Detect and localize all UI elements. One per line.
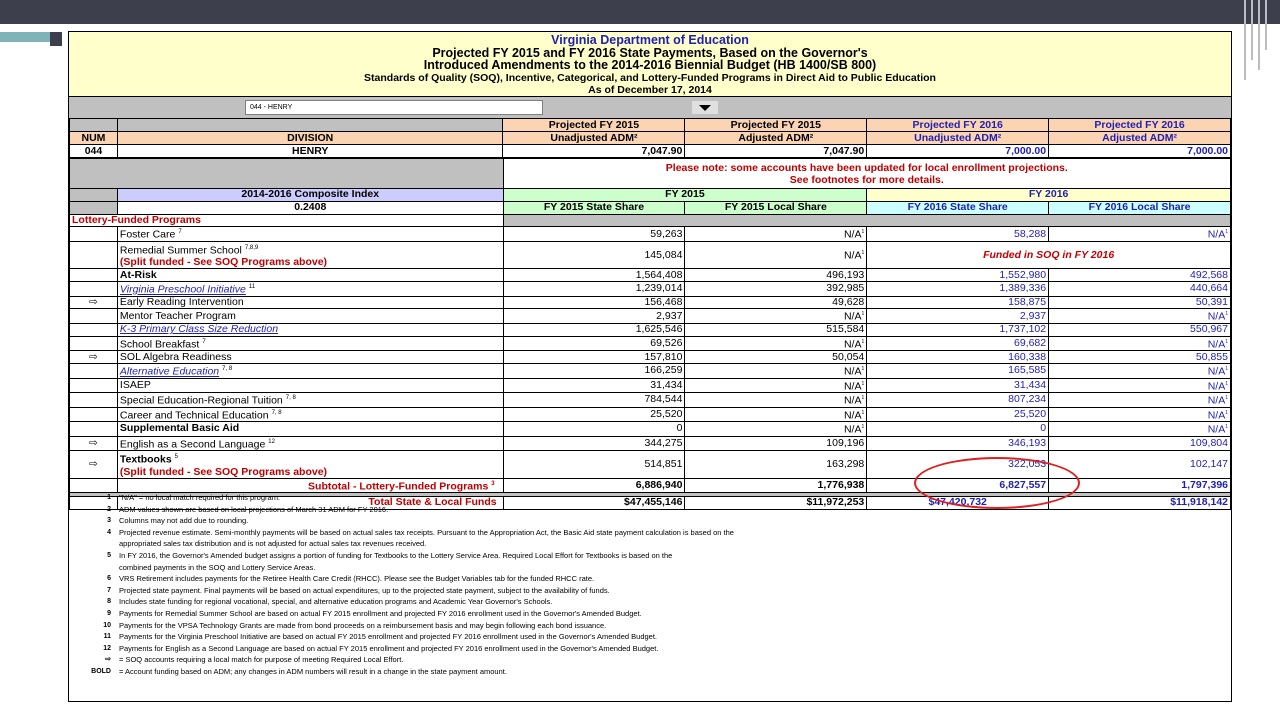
- fy15-local-value: 109,196: [826, 436, 865, 449]
- program-name: [117, 336, 503, 351]
- arrow-icon: ⇨: [70, 451, 118, 479]
- report-subtitle-3: Standards of Quality (SOQ), Incentive, Categorical, and Lottery-Funded Programs in Direct Aid to Public Education: [364, 71, 936, 84]
- program-label: Early Reading Intervention: [119, 296, 244, 309]
- fy15-local-value: 496,193: [826, 268, 865, 281]
- footnote-row: [69, 620, 1231, 632]
- footnote-sup: 11: [248, 284, 256, 291]
- footnote-text: Projected state payment. Final payments will be based on actual expenditures, up to the projected state payment, subject to the availability of funds.: [119, 585, 610, 595]
- fy16-state: 1,737,102: [867, 323, 1049, 336]
- footnote-sup: 12: [268, 438, 275, 445]
- footnote-row: [69, 573, 1231, 585]
- program-label: Mentor Teacher Program: [119, 309, 236, 322]
- program-label: Textbooks: [119, 453, 172, 466]
- col-fy16-state: FY 2016 State Share: [867, 201, 1049, 214]
- program-name: [117, 436, 503, 451]
- fy16-state: 346,193: [867, 436, 1049, 451]
- program-label: Career and Technical Education: [119, 409, 269, 422]
- footnote-sup: 1: [861, 424, 865, 431]
- footnote-number: BOLD: [91, 667, 111, 675]
- fy15-state: 69,526: [503, 336, 685, 351]
- fy15-state: 156,468: [503, 296, 685, 309]
- program-name: [117, 309, 503, 324]
- program-row: [70, 378, 1231, 393]
- footnote-text: In FY 2016, the Governor's Amended budget assigns a portion of funding for Textbooks to the Lottery Service Area. Required Local Effort for Textbooks is based on the: [119, 550, 673, 560]
- fy16-local-value: N/A: [1207, 423, 1226, 436]
- subtotal-fy16-local: 1,797,396: [1049, 478, 1231, 493]
- program-name: [117, 407, 503, 422]
- col-fy16-local: FY 2016 Local Share: [1049, 201, 1231, 214]
- fy16-state: 807,234: [867, 393, 1049, 408]
- fy15-state: 784,544: [503, 393, 685, 408]
- footnote-sup: 1: [861, 366, 865, 373]
- report-subtitle-1: Projected FY 2015 and FY 2016 State Payments, Based on the Governor's: [432, 45, 868, 60]
- fy16-state: 322,053: [867, 451, 1049, 479]
- program-name: [117, 351, 503, 364]
- footnote-sup: 7: [178, 229, 182, 236]
- arrow-icon: [70, 336, 118, 351]
- fy16-local-value: 102,147: [1190, 457, 1228, 470]
- footnote-row: [69, 608, 1231, 620]
- program-row: [70, 323, 1231, 336]
- fy16-local: [1049, 351, 1231, 364]
- footnote-sup: 1: [1225, 366, 1228, 373]
- fy16-local-value: 50,391: [1195, 296, 1228, 309]
- subtotal-text: Subtotal - Lottery-Funded Programs: [308, 480, 489, 493]
- blank-cell: [70, 189, 118, 202]
- program-row: [70, 351, 1231, 364]
- fy16-local-value: N/A: [1207, 365, 1226, 378]
- arrow-icon: [70, 407, 118, 422]
- fy15-local-value: N/A: [843, 249, 862, 262]
- fy15-local: [685, 296, 867, 309]
- footnote-number: 7: [107, 586, 111, 594]
- fy15-local-value: N/A: [843, 228, 862, 241]
- fy16-local-value: N/A: [1207, 409, 1226, 422]
- footnote-sup: 5: [174, 454, 178, 461]
- fy16-state: 160,338: [867, 351, 1049, 364]
- col-fy15-local: FY 2015 Local Share: [685, 201, 867, 214]
- footnote-number: 8: [107, 598, 111, 606]
- footnote-text: Payments for the VPSA Technology Grants are made from bond proceeds on a reimbursement basis and may begin following each bond issuance.: [119, 620, 607, 630]
- arrow-icon: [70, 323, 118, 336]
- program-name: [117, 269, 503, 282]
- footnote-row: [69, 585, 1231, 597]
- arrow-icon: [70, 241, 118, 269]
- fy15-local-value: N/A: [843, 338, 862, 351]
- division-dropdown[interactable]: [245, 100, 543, 115]
- report-title: Virginia Department of Education: [551, 33, 749, 47]
- arrow-icon: [70, 282, 118, 297]
- program-name: [117, 364, 503, 379]
- fy16-state: 1,552,980: [867, 269, 1049, 282]
- arrow-icon: [70, 309, 118, 324]
- fy16-state: 25,520: [867, 407, 1049, 422]
- fy16-local: [1049, 364, 1231, 379]
- program-name: [117, 241, 503, 269]
- footnote-sup: 1: [1225, 380, 1228, 387]
- note-line-2: See footnotes for more details.: [789, 173, 944, 186]
- fy15-state: 344,275: [503, 436, 685, 451]
- footnote-text: combined payments in the SOQ and Lottery Service Areas.: [119, 562, 316, 572]
- fy16-local: [1049, 378, 1231, 393]
- highlight-circle: [914, 457, 1080, 509]
- footnote-sup: 1: [861, 409, 865, 416]
- fy16-local: [1049, 436, 1231, 451]
- fy15-local-value: 49,628: [832, 296, 865, 309]
- fy15-local: [685, 282, 867, 297]
- division-name: HENRY: [117, 145, 503, 158]
- fy16-local-value: 109,804: [1190, 436, 1228, 449]
- footnote-sup: 1: [861, 338, 865, 345]
- merged-note: Funded in SOQ in FY 2016: [867, 241, 1231, 269]
- fy16-local-value: 440,664: [1190, 282, 1228, 295]
- composite-index-label: 2014-2016 Composite Index: [117, 189, 503, 202]
- program-link[interactable]: Virginia Preschool Initiative: [119, 283, 246, 296]
- col-p15u-sub: Unadjusted ADM²: [503, 132, 685, 145]
- fy16-local-value: N/A: [1207, 310, 1226, 323]
- fy16-local: [1049, 296, 1231, 309]
- blank-cell: [117, 119, 503, 132]
- fy16-state: 58,288: [867, 227, 1049, 242]
- footnote-text: Includes state funding for regional vocational, special, and alternative education programs and Academic Year Governor's Schools.: [119, 597, 553, 607]
- fy15-local: [685, 351, 867, 364]
- footnote-sup: 1: [861, 229, 865, 236]
- footnote-text: "N/A" = no local match required for this program.: [119, 493, 281, 502]
- slide-accent-block: [50, 32, 62, 46]
- fy15-local: [685, 407, 867, 422]
- col-division: DIVISION: [117, 132, 503, 145]
- fy15-state: 59,263: [503, 227, 685, 242]
- fy15-local-value: 50,054: [832, 350, 865, 363]
- footnote-row: [69, 504, 1231, 516]
- fy15-local: [685, 323, 867, 336]
- fy15-state: 2,937: [503, 309, 685, 324]
- fy15-local: [685, 309, 867, 324]
- footnote-sup: 1: [861, 250, 865, 257]
- slide-accent-bar: [0, 32, 50, 42]
- split-note: (Split funded - See SOQ Programs above): [119, 465, 328, 478]
- col-p15a-sub: Adjusted ADM²: [685, 132, 867, 145]
- blank-cell: [70, 159, 504, 189]
- fy16-local: [1049, 282, 1231, 297]
- footnote-text: Payments for Remedial Summer School are based on actual FY 2015 enrollment and projected FY 2016 enrollment used in the Governor's Amended Budget.: [119, 608, 642, 618]
- enrollment-note: [503, 159, 1230, 189]
- fy15-local: [685, 364, 867, 379]
- total-fy15-local: $11,972,253: [685, 497, 867, 510]
- program-name: [117, 323, 503, 336]
- fy15-local-value: N/A: [843, 380, 862, 393]
- col-p15u: Projected FY 2015: [503, 119, 685, 132]
- program-row: [70, 436, 1231, 451]
- fy15-state: 1,625,546: [503, 323, 685, 336]
- fy15-state: 514,851: [503, 451, 685, 479]
- program-row: [70, 296, 1231, 309]
- program-name: [117, 422, 503, 437]
- footnote-text: Payments for English as a Second Language are based on actual FY 2015 enrollment and projected FY 2016 enrollment used in the Governor's Amended Budget.: [119, 643, 659, 653]
- program-label: Remedial Summer School: [119, 244, 242, 257]
- fy15-state: 1,564,408: [503, 269, 685, 282]
- footnote-row: [69, 596, 1231, 608]
- footnote-number: 5: [107, 551, 111, 559]
- footnote-number: 12: [103, 644, 111, 652]
- program-link[interactable]: Alternative Education: [119, 365, 220, 378]
- col-num: NUM: [70, 132, 118, 145]
- program-name: [117, 451, 503, 479]
- fy16-state: 165,585: [867, 364, 1049, 379]
- program-name: [117, 282, 503, 297]
- footnote-number: 9: [107, 609, 111, 617]
- adm-value: 7,047.90: [503, 145, 685, 158]
- footnote-text: = SOQ accounts requiring a local match for purpose of meeting Required Local Effort.: [119, 655, 404, 665]
- footnote-row: [69, 538, 1231, 550]
- total-fy16-state: $47,420,732: [867, 497, 1049, 510]
- program-label: English as a Second Language: [119, 438, 266, 451]
- fy16-local-value: 50,855: [1195, 350, 1228, 363]
- program-label: ISAEP: [119, 378, 151, 391]
- footnote-text: ADM values shown are based on local projections of March 31 ADM for FY 2016.: [119, 504, 389, 514]
- footnote-sup: 7, 8: [285, 395, 296, 402]
- program-row: [70, 241, 1231, 269]
- footnote-text: Payments for the Virginia Preschool Initiative are based on actual FY 2015 enrollment and projected FY 2016 enrollment used in the Governor's Amended Budget.: [119, 632, 658, 642]
- program-link[interactable]: K-3 Primary Class Size Reduction: [119, 323, 279, 336]
- arrow-icon: ⇨: [70, 296, 118, 309]
- fy15-local-value: N/A: [843, 423, 862, 436]
- program-name: [117, 378, 503, 393]
- division-table: [69, 118, 1231, 158]
- slide-decorative-lines: [1244, 0, 1272, 80]
- program-name: [117, 227, 503, 242]
- footnote-sup: 1: [861, 395, 865, 402]
- fy15-local: [685, 422, 867, 437]
- footnote-row: [69, 550, 1231, 562]
- fy16-local: [1049, 323, 1231, 336]
- col-fy15-state: FY 2015 State Share: [503, 201, 685, 214]
- fy16-local: [1049, 336, 1231, 351]
- footnote-sup: 7,8,9: [244, 244, 259, 251]
- fy2015-header: FY 2015: [503, 189, 867, 202]
- arrow-icon: [70, 378, 118, 393]
- subtotal-fy15-local: 1,776,938: [685, 478, 867, 493]
- blank-cell: [503, 214, 1230, 227]
- fy15-local: [685, 436, 867, 451]
- fy15-local-value: 392,985: [826, 282, 865, 295]
- arrow-icon: [70, 393, 118, 408]
- subtotal-fy16-state: 6,827,557: [867, 478, 1049, 493]
- program-row: [70, 393, 1231, 408]
- subtotal-fy15-state: 6,886,940: [503, 478, 685, 493]
- fy16-local: [1049, 393, 1231, 408]
- lottery-programs-table: [69, 158, 1231, 510]
- footnote-sup: 1: [861, 380, 865, 387]
- adm-value: 7,000.00: [867, 145, 1049, 158]
- footnote-sup: 7, 8: [271, 409, 282, 416]
- program-label: Foster Care: [119, 228, 176, 241]
- footnote-text: VRS Retirement includes payments for the Retiree Health Care Credit (RHCC). Please see the Budget Variables tab for the funded RHCC rate.: [119, 574, 595, 584]
- footnote-row: [69, 515, 1231, 527]
- footnote-number: 1: [107, 494, 111, 501]
- fy15-local: [685, 393, 867, 408]
- footnote-number: 10: [103, 621, 111, 629]
- total-fy16-local: $11,918,142: [1049, 497, 1231, 510]
- program-name: [117, 393, 503, 408]
- fy15-local-value: N/A: [843, 310, 862, 323]
- fy15-local: [685, 227, 867, 242]
- fy16-local-value: N/A: [1207, 394, 1226, 407]
- arrow-icon: [70, 269, 118, 282]
- program-row: [70, 407, 1231, 422]
- col-p16a-sub: Adjusted ADM²: [1049, 132, 1231, 145]
- fy15-local: [685, 336, 867, 351]
- fy2016-header: FY 2016: [867, 189, 1231, 202]
- program-label: At-Risk: [119, 268, 157, 281]
- footnote-sup: 1: [1225, 338, 1228, 345]
- footnote-sup: 1: [1225, 424, 1228, 431]
- program-label: Supplemental Basic Aid: [119, 422, 240, 435]
- blank-cell: [70, 201, 118, 214]
- program-rows: [70, 227, 1231, 478]
- footnote-number: 3: [107, 517, 111, 525]
- fy15-local-value: N/A: [843, 394, 862, 407]
- footnote-row: [69, 654, 1231, 666]
- subtotal-label: [117, 478, 503, 493]
- fy15-local-value: 163,298: [826, 457, 865, 470]
- fy16-state: 158,875: [867, 296, 1049, 309]
- fy16-local: [1049, 227, 1231, 242]
- program-row: [70, 309, 1231, 324]
- fy15-state: 1,239,014: [503, 282, 685, 297]
- fy16-state: 31,434: [867, 378, 1049, 393]
- col-p16a: Projected FY 2016: [1049, 119, 1231, 132]
- section-title: Lottery-Funded Programs: [70, 214, 504, 227]
- total-label: Total State & Local Funds: [117, 497, 503, 510]
- split-note: (Split funded - See SOQ Programs above): [119, 256, 328, 269]
- footnote-number: 4: [107, 528, 111, 536]
- fy15-state: 157,810: [503, 351, 685, 364]
- arrow-icon: [70, 422, 118, 437]
- fy16-local: [1049, 422, 1231, 437]
- col-p16u-sub: Unadjusted ADM²: [867, 132, 1049, 145]
- col-p16u: Projected FY 2016: [867, 119, 1049, 132]
- adm-value: 7,047.90: [685, 145, 867, 158]
- fy16-local-value: 550,967: [1190, 323, 1228, 336]
- program-label: School Breakfast: [119, 338, 200, 351]
- footnote-sup: 1: [1225, 229, 1228, 236]
- footnote-number: ⇨: [105, 656, 111, 664]
- fy16-state: 69,682: [867, 336, 1049, 351]
- composite-index-value: 0.2408: [117, 201, 503, 214]
- division-num: 044: [70, 145, 118, 158]
- footnote-sup: 7, 8: [222, 366, 233, 373]
- fy16-local-value: N/A: [1207, 228, 1226, 241]
- footnote-text: Columns may not add due to rounding.: [119, 516, 249, 526]
- fy15-local: [685, 378, 867, 393]
- report-date: As of December 17, 2014: [588, 84, 712, 96]
- program-row: [70, 227, 1231, 242]
- program-row: [70, 336, 1231, 351]
- fy16-local-value: 492,568: [1190, 268, 1228, 281]
- program-name: [117, 296, 503, 309]
- footnote-text: appropriated sales tax distribution and is not adjusted for actual sales tax revenues received.: [119, 539, 427, 549]
- blank-cell: [70, 478, 118, 493]
- footnote-number: 2: [107, 505, 111, 513]
- arrow-icon: ⇨: [70, 436, 118, 451]
- footnote-sup: 1: [1225, 395, 1228, 402]
- footnotes: [69, 492, 1231, 678]
- fy15-local-value: N/A: [843, 365, 862, 378]
- chevron-down-icon[interactable]: [692, 101, 718, 114]
- footnote-number: 6: [107, 575, 111, 583]
- col-p15a: Projected FY 2015: [685, 119, 867, 132]
- fy15-state: 31,434: [503, 378, 685, 393]
- fy16-state: 2,937: [867, 309, 1049, 324]
- fy16-local: [1049, 269, 1231, 282]
- footnote-row: [69, 527, 1231, 539]
- fy15-state: 166,259: [503, 364, 685, 379]
- program-label: Special Education-Regional Tuition: [119, 394, 283, 407]
- division-dropdown-value: 044 - HENRY: [250, 104, 293, 111]
- program-row: [70, 269, 1231, 282]
- fy15-state: 0: [503, 422, 685, 437]
- fy16-state: 1,389,336: [867, 282, 1049, 297]
- arrow-icon: ⇨: [70, 351, 118, 364]
- subtotal-sup: 3: [491, 480, 495, 487]
- blank-cell: [70, 119, 118, 132]
- adm-value: 7,000.00: [1049, 145, 1231, 158]
- fy16-local: [1049, 309, 1231, 324]
- total-fy15-state: $47,455,146: [503, 497, 685, 510]
- arrow-icon: [70, 227, 118, 242]
- program-label: SOL Algebra Readiness: [119, 350, 232, 363]
- footnote-row: [69, 562, 1231, 574]
- program-row: [70, 422, 1231, 437]
- footnote-sup: 1: [1225, 409, 1228, 416]
- footnote-number: 11: [103, 633, 111, 641]
- fy16-state: 0: [867, 422, 1049, 437]
- footnote-row: [69, 631, 1231, 643]
- footnote-text: = Account funding based on ADM; any changes in ADM numbers will result in a change in the state payment amount.: [119, 666, 507, 676]
- spreadsheet: [68, 31, 1232, 702]
- fy15-local-value: 515,584: [826, 323, 865, 336]
- fy15-local: [685, 269, 867, 282]
- division-selector-bar: [69, 96, 1231, 118]
- fy16-local-value: N/A: [1207, 338, 1226, 351]
- report-subtitle-2: Introduced Amendments to the 2014-2016 Biennial Budget (HB 1400/SB 800): [423, 58, 877, 72]
- note-line-1: Please note: some accounts have been updated for local enrollment projections.: [665, 161, 1068, 174]
- footnote-sup: 7: [202, 338, 206, 345]
- fy15-local: [685, 241, 867, 269]
- program-row: [70, 282, 1231, 297]
- footnote-sup: 1: [861, 311, 865, 318]
- fy16-local-value: N/A: [1207, 380, 1226, 393]
- slide-top-bar: [0, 0, 1280, 24]
- footnote-text: Projected revenue estimate. Semi-monthly payments will be based on actual sales tax receipts. Pursuant to the Appropriation Act, the Basic Aid state payment calculation is based on the: [119, 527, 734, 537]
- fy15-state: 25,520: [503, 407, 685, 422]
- footnote-sup: 1: [1225, 311, 1228, 318]
- footnote-row: [69, 666, 1231, 678]
- arrow-icon: [70, 364, 118, 379]
- fy15-local-value: N/A: [843, 409, 862, 422]
- footnote-row: [69, 643, 1231, 655]
- report-header: [69, 32, 1231, 96]
- program-row: [70, 364, 1231, 379]
- fy16-local: [1049, 407, 1231, 422]
- fy15-state: 145,084: [503, 241, 685, 269]
- fy15-local: [685, 451, 867, 479]
